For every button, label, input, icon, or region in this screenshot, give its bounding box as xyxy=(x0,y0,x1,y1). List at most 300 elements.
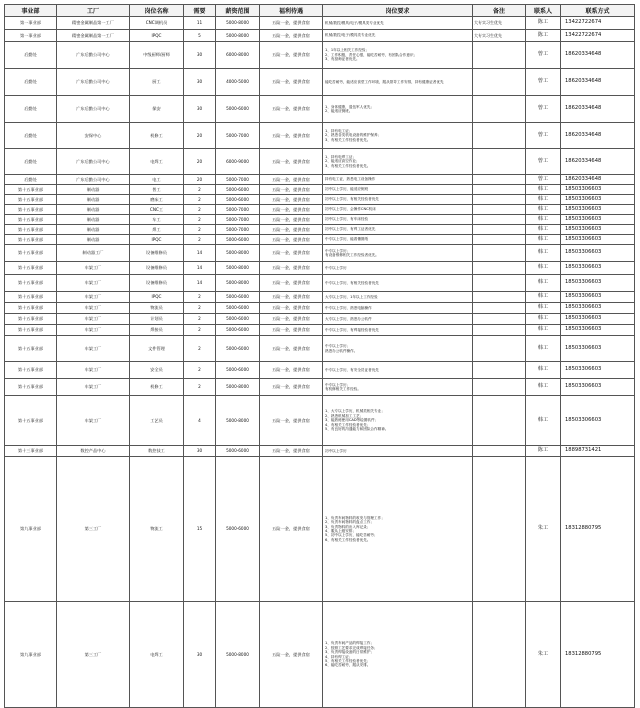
table-row xyxy=(5,42,635,69)
cell-contact: 韩工 xyxy=(526,215,561,225)
cell-contact: 韩工 xyxy=(526,245,561,262)
cell-req: 1、大专以上学历，机械类相关专业； 2、熟悉机械加工工艺； 3、能熟练使用CAD等绘图软件； 4、有相关工作经验者优先； 5、有良好的沟通能力和团队合作精神。 xyxy=(323,396,473,446)
table-row xyxy=(5,262,635,275)
cell-position: 电焊工 xyxy=(130,602,184,708)
cell-num: 15 xyxy=(184,457,216,602)
cell-benefits: 五险一金，提供食宿 xyxy=(260,362,323,379)
cell-benefits: 五险一金，提供食宿 xyxy=(260,602,323,708)
cell-factory: 车架工厂 xyxy=(57,325,130,336)
table-row xyxy=(5,205,635,215)
cell-salary: 5000-8000 xyxy=(216,396,260,446)
cell-factory: 广东后勤公司中心 xyxy=(57,149,130,175)
cell-salary: 5000-8000 xyxy=(216,30,260,42)
cell-note xyxy=(473,396,526,446)
cell-position: CNC工 xyxy=(130,205,184,215)
cell-contact: 韩工 xyxy=(526,195,561,205)
cell-position: 焊接员 xyxy=(130,325,184,336)
cell-salary: 5000-6000 xyxy=(216,235,260,245)
cell-benefits: 五险一金，提供食宿 xyxy=(260,205,323,215)
cell-factory: 车架工厂 xyxy=(57,275,130,292)
cell-factory: 制动器 xyxy=(57,205,130,215)
cell-req: 中专以上学历 xyxy=(323,262,473,275)
cell-phone: 18312880795 xyxy=(561,602,635,708)
cell-position: 物流工 xyxy=(130,457,184,602)
cell-phone: 18503306603 xyxy=(561,262,635,275)
cell-note xyxy=(473,446,526,457)
table-row xyxy=(5,185,635,195)
cell-req: 中专以上学历，有焊接经验者优先 xyxy=(323,325,473,336)
cell-phone: 18312880795 xyxy=(561,457,635,602)
cell-contact: 曾工 xyxy=(526,123,561,149)
cell-dept: 后勤处 xyxy=(5,175,57,185)
table-row xyxy=(5,275,635,292)
cell-note: 大专实习生优先 xyxy=(473,30,526,42)
cell-contact: 陈工 xyxy=(526,446,561,457)
cell-num: 30 xyxy=(184,602,216,708)
cell-benefits: 五险一金，提供食宿 xyxy=(260,292,323,303)
cell-benefits: 五险一金，提供食宿 xyxy=(260,379,323,396)
cell-num: 14 xyxy=(184,275,216,292)
cell-contact: 韩工 xyxy=(526,185,561,195)
cell-num: 2 xyxy=(184,225,216,235)
cell-salary: 5000-6000 xyxy=(216,185,260,195)
header-benefits: 福利待遇 xyxy=(260,5,323,17)
cell-dept: 第十三事业部 xyxy=(5,446,57,457)
cell-salary: 5000-8000 xyxy=(216,379,260,396)
cell-req: 初中以上学历，有车床经验 xyxy=(323,215,473,225)
cell-note xyxy=(473,275,526,292)
table-row xyxy=(5,602,635,708)
cell-dept: 后勤处 xyxy=(5,42,57,69)
cell-salary: 5000-8000 xyxy=(216,602,260,708)
cell-factory: 广东后勤公司中心 xyxy=(57,69,130,96)
cell-position: 电工 xyxy=(130,175,184,185)
cell-factory: 车架工厂 xyxy=(57,362,130,379)
cell-phone: 13422722674 xyxy=(561,17,635,30)
cell-phone: 18898731421 xyxy=(561,446,635,457)
cell-benefits: 五险一金，提供食宿 xyxy=(260,42,323,69)
cell-benefits: 五险一金，提供食宿 xyxy=(260,275,323,292)
cell-dept: 第一事业部 xyxy=(5,30,57,42)
cell-salary: 5000-6000 xyxy=(216,292,260,303)
table-row xyxy=(5,235,635,245)
cell-note xyxy=(473,69,526,96)
cell-benefits: 五险一金，提供食宿 xyxy=(260,396,323,446)
cell-salary: 5000-6000 xyxy=(216,446,260,457)
cell-position: IPQC xyxy=(130,235,184,245)
cell-phone: 18503306603 xyxy=(561,336,635,362)
cell-note xyxy=(473,123,526,149)
cell-phone: 18503306603 xyxy=(561,235,635,245)
cell-salary: 5000-7000 xyxy=(216,205,260,215)
cell-note xyxy=(473,149,526,175)
cell-phone: 18503306603 xyxy=(561,245,635,262)
cell-req: 能吃苦耐劳，能适应食堂工作环境，服从领导工作安排，持有健康证者优先 xyxy=(323,69,473,96)
cell-position: 数控技工 xyxy=(130,446,184,457)
cell-factory: 广东后勤公司中心 xyxy=(57,175,130,185)
cell-note xyxy=(473,195,526,205)
cell-phone: 18503306603 xyxy=(561,292,635,303)
cell-dept: 第一事业部 xyxy=(5,17,57,30)
cell-phone: 18503306603 xyxy=(561,303,635,314)
table-row xyxy=(5,30,635,42)
cell-req: 中专以上学历，熟悉电脑操作 xyxy=(323,303,473,314)
cell-phone: 18503306603 xyxy=(561,225,635,235)
cell-dept: 第十五事业部 xyxy=(5,362,57,379)
cell-note xyxy=(473,225,526,235)
cell-note xyxy=(473,235,526,245)
cell-position: IPQC xyxy=(130,292,184,303)
table-row xyxy=(5,446,635,457)
cell-num: 2 xyxy=(184,215,216,225)
cell-phone: 18503306603 xyxy=(561,325,635,336)
cell-phone: 18620334648 xyxy=(561,149,635,175)
cell-salary: 5000-7000 xyxy=(216,123,260,149)
cell-contact: 韩工 xyxy=(526,235,561,245)
cell-position: 电焊工 xyxy=(130,149,184,175)
cell-salary: 5000-6000 xyxy=(216,325,260,336)
cell-req: 初中以上学历，能适应倒班 xyxy=(323,185,473,195)
table-row xyxy=(5,96,635,123)
header-dept: 事业部 xyxy=(5,5,57,17)
cell-dept: 第十五事业部 xyxy=(5,235,57,245)
cell-contact: 曾工 xyxy=(526,42,561,69)
cell-factory: 广东后勤公司中心 xyxy=(57,42,130,69)
cell-contact: 韩工 xyxy=(526,303,561,314)
cell-dept: 第十五事业部 xyxy=(5,215,57,225)
cell-benefits: 五险一金，提供食宿 xyxy=(260,325,323,336)
cell-note xyxy=(473,457,526,602)
cell-dept: 第十五事业部 xyxy=(5,262,57,275)
cell-position: 车工 xyxy=(130,215,184,225)
cell-note xyxy=(473,336,526,362)
cell-contact: 韩工 xyxy=(526,362,561,379)
cell-num: 2 xyxy=(184,235,216,245)
cell-factory: 制动器 xyxy=(57,235,130,245)
cell-factory: 制动器 xyxy=(57,195,130,205)
cell-phone: 18503306603 xyxy=(561,314,635,325)
cell-req: 大专以上学历，1年以上工作经验 xyxy=(323,292,473,303)
cell-salary: 5000-7000 xyxy=(216,175,260,185)
cell-position: 焊工 xyxy=(130,225,184,235)
cell-contact: 韩工 xyxy=(526,314,561,325)
cell-salary: 5000-6000 xyxy=(216,303,260,314)
cell-dept: 第九事业部 xyxy=(5,457,57,602)
cell-dept: 第十五事业部 xyxy=(5,314,57,325)
cell-phone: 18503306603 xyxy=(561,362,635,379)
cell-phone: 18620334648 xyxy=(561,175,635,185)
cell-note xyxy=(473,314,526,325)
cell-num: 2 xyxy=(184,325,216,336)
cell-benefits: 五险一金，提供食宿 xyxy=(260,149,323,175)
cell-req: 中专以上学历，有相关经验者优先 xyxy=(323,275,473,292)
cell-dept: 后勤处 xyxy=(5,123,57,149)
cell-note xyxy=(473,602,526,708)
cell-dept: 第十五事业部 xyxy=(5,303,57,314)
cell-salary: 6000-8000 xyxy=(216,42,260,69)
cell-factory: 车架工厂 xyxy=(57,379,130,396)
cell-contact: 韩工 xyxy=(526,275,561,292)
cell-contact: 韩工 xyxy=(526,396,561,446)
cell-req: 中专以上学历； 熟悉办公软件操作。 xyxy=(323,336,473,362)
cell-salary: 5000-6000 xyxy=(216,195,260,205)
table-row xyxy=(5,303,635,314)
cell-position: 磨床工 xyxy=(130,195,184,205)
cell-salary: 6000-9000 xyxy=(216,149,260,175)
cell-req: 机械/数控/模具/电子/模具类专业优先 xyxy=(323,17,473,30)
cell-factory: 广东后勤公司中心 xyxy=(57,96,130,123)
cell-benefits: 五险一金，提供食宿 xyxy=(260,96,323,123)
cell-benefits: 五险一金，提供食宿 xyxy=(260,446,323,457)
cell-dept: 第十五事业部 xyxy=(5,205,57,215)
cell-num: 20 xyxy=(184,123,216,149)
table-row xyxy=(5,69,635,96)
cell-position: 机修工 xyxy=(130,379,184,396)
cell-factory: 车架工厂 xyxy=(57,292,130,303)
header-factory: 工厂 xyxy=(57,5,130,17)
cell-position: 物流员 xyxy=(130,303,184,314)
cell-contact: 曾工 xyxy=(526,96,561,123)
cell-phone: 18503306603 xyxy=(561,275,635,292)
cell-factory: 车架工厂 xyxy=(57,262,130,275)
cell-benefits: 五险一金，提供食宿 xyxy=(260,17,323,30)
table-row xyxy=(5,362,635,379)
cell-note: 大专实习生优先 xyxy=(473,17,526,30)
cell-note xyxy=(473,325,526,336)
cell-note xyxy=(473,185,526,195)
cell-phone: 18620334648 xyxy=(561,42,635,69)
table-row xyxy=(5,195,635,205)
table-row xyxy=(5,336,635,362)
cell-req: 1、身体健康，退伍军人优先； 2、能适应倒班。 xyxy=(323,96,473,123)
cell-phone: 18620334648 xyxy=(561,69,635,96)
cell-position: IPQC xyxy=(130,30,184,42)
table-row xyxy=(5,314,635,325)
table-row xyxy=(5,175,635,185)
cell-req: 1、持有电工证； 2、熟悉各类机电设备的维护保养； 3、有相关工作经验者优先。 xyxy=(323,123,473,149)
header-note: 备注 xyxy=(473,5,526,17)
cell-dept: 第十五事业部 xyxy=(5,292,57,303)
cell-req: 中专以上学历； 有机修相关工作经验。 xyxy=(323,379,473,396)
cell-contact: 朱工 xyxy=(526,457,561,602)
cell-factory: 第三工厂 xyxy=(57,602,130,708)
cell-req: 中专以上学历，有安全员证者优先 xyxy=(323,362,473,379)
cell-benefits: 五险一金，提供食宿 xyxy=(260,457,323,602)
cell-num: 2 xyxy=(184,336,216,362)
cell-note xyxy=(473,379,526,396)
table-row xyxy=(5,17,635,30)
cell-note xyxy=(473,303,526,314)
header-contact: 联系人 xyxy=(526,5,561,17)
cell-phone: 18503306603 xyxy=(561,195,635,205)
cell-req: 初中以上学历，会操作CNC机床 xyxy=(323,205,473,215)
cell-position: 厨工 xyxy=(130,69,184,96)
cell-phone: 18503306603 xyxy=(561,205,635,215)
cell-salary: 5000-8000 xyxy=(216,262,260,275)
cell-dept: 第十五事业部 xyxy=(5,195,57,205)
cell-benefits: 五险一金，提供食宿 xyxy=(260,123,323,149)
cell-factory: 制动器 xyxy=(57,225,130,235)
cell-dept: 第十五事业部 xyxy=(5,336,57,362)
cell-contact: 朱工 xyxy=(526,602,561,708)
cell-contact: 韩工 xyxy=(526,379,561,396)
cell-num: 14 xyxy=(184,262,216,275)
cell-benefits: 五险一金，提供食宿 xyxy=(260,336,323,362)
cell-salary: 4000-5000 xyxy=(216,69,260,96)
cell-phone: 13422722674 xyxy=(561,30,635,42)
cell-num: 2 xyxy=(184,292,216,303)
cell-contact: 曾工 xyxy=(526,175,561,185)
cell-num: 30 xyxy=(184,96,216,123)
cell-req: 1、负责车间物料的收发与管理工作； 2、负责车间物料的盘点工作； 3、负责物料的出入库记录； 4、服从上级安排； 5、初中以上学历，能吃苦耐劳； 6、有相关工作经验者优先。 xyxy=(323,457,473,602)
table-row xyxy=(5,149,635,175)
cell-contact: 韩工 xyxy=(526,336,561,362)
cell-position: 工艺员 xyxy=(130,396,184,446)
cell-factory: 精密金属制品第一工厂 xyxy=(57,17,130,30)
cell-benefits: 五险一金，提供食宿 xyxy=(260,215,323,225)
cell-req: 初中以上学历 xyxy=(323,446,473,457)
cell-num: 5 xyxy=(184,30,216,42)
cell-benefits: 五险一金，提供食宿 xyxy=(260,245,323,262)
cell-salary: 5000-7000 xyxy=(216,225,260,235)
cell-position: 设备维修员 xyxy=(130,245,184,262)
cell-num: 2 xyxy=(184,362,216,379)
cell-benefits: 五险一金，提供食宿 xyxy=(260,185,323,195)
table-row xyxy=(5,245,635,262)
cell-position: CNC调机员 xyxy=(130,17,184,30)
cell-req: 持有电工证，熟悉电工设备操作 xyxy=(323,175,473,185)
cell-dept: 第十五事业部 xyxy=(5,275,57,292)
cell-note xyxy=(473,42,526,69)
cell-num: 11 xyxy=(184,17,216,30)
cell-num: 2 xyxy=(184,314,216,325)
cell-phone: 18620334648 xyxy=(561,123,635,149)
cell-factory: 制动器工厂 xyxy=(57,245,130,262)
table-row xyxy=(5,292,635,303)
cell-note xyxy=(473,205,526,215)
cell-req: 初中以上学历，有焊工证者优先 xyxy=(323,225,473,235)
cell-phone: 18503306603 xyxy=(561,379,635,396)
cell-salary: 5000-6000 xyxy=(216,96,260,123)
cell-position: 设备维修员 xyxy=(130,275,184,292)
header-phone: 联系方式 xyxy=(561,5,635,17)
cell-dept: 第十五事业部 xyxy=(5,325,57,336)
cell-note xyxy=(473,262,526,275)
cell-benefits: 五险一金，提供食宿 xyxy=(260,69,323,96)
cell-dept: 后勤处 xyxy=(5,69,57,96)
cell-num: 2 xyxy=(184,303,216,314)
cell-position: 文件管理 xyxy=(130,336,184,362)
cell-benefits: 五险一金，提供食宿 xyxy=(260,303,323,314)
cell-dept: 后勤处 xyxy=(5,96,57,123)
cell-factory: 精密金属制品第一工厂 xyxy=(57,30,130,42)
cell-note xyxy=(473,215,526,225)
cell-contact: 曾工 xyxy=(526,149,561,175)
cell-num: 2 xyxy=(184,379,216,396)
cell-salary: 5000-6000 xyxy=(216,336,260,362)
cell-num: 14 xyxy=(184,245,216,262)
cell-salary: 5000-6000 xyxy=(216,362,260,379)
cell-num: 20 xyxy=(184,175,216,185)
cell-position: 机修工 xyxy=(130,123,184,149)
cell-num: 2 xyxy=(184,195,216,205)
cell-dept: 第十五事业部 xyxy=(5,225,57,235)
cell-factory: 车架工厂 xyxy=(57,396,130,446)
cell-dept: 第九事业部 xyxy=(5,602,57,708)
cell-req: 初中以上学历，有相关经验者优先 xyxy=(323,195,473,205)
cell-position: 计划员 xyxy=(130,314,184,325)
header-num: 需要 xyxy=(184,5,216,17)
header-position: 岗位名称 xyxy=(130,5,184,17)
cell-phone: 18503306603 xyxy=(561,185,635,195)
cell-num: 20 xyxy=(184,149,216,175)
cell-position: 安全员 xyxy=(130,362,184,379)
cell-contact: 韩工 xyxy=(526,225,561,235)
cell-salary: 5000-8000 xyxy=(216,17,260,30)
table-row xyxy=(5,325,635,336)
job-table xyxy=(4,4,635,708)
table-row xyxy=(5,215,635,225)
table-row xyxy=(5,457,635,602)
cell-phone: 18503306603 xyxy=(561,396,635,446)
cell-benefits: 五险一金，提供食宿 xyxy=(260,314,323,325)
cell-benefits: 五险一金，提供食宿 xyxy=(260,195,323,205)
cell-dept: 第十五事业部 xyxy=(5,185,57,195)
cell-req: 中专以上学历，能看懂图纸 xyxy=(323,235,473,245)
cell-req: 机械/数控/电子/模具类专业优先 xyxy=(323,30,473,42)
cell-factory: 第三工厂 xyxy=(57,457,130,602)
cell-phone: 18503306603 xyxy=(561,215,635,225)
header-req: 岗位要求 xyxy=(323,5,473,17)
recruitment-sheet xyxy=(4,4,634,708)
cell-num: 30 xyxy=(184,446,216,457)
cell-dept: 第十五事业部 xyxy=(5,245,57,262)
cell-contact: 韩工 xyxy=(526,292,561,303)
cell-dept: 后勤处 xyxy=(5,149,57,175)
cell-position: 普工 xyxy=(130,185,184,195)
cell-position: 设备维修员 xyxy=(130,262,184,275)
cell-factory: 数控产品中心 xyxy=(57,446,130,457)
cell-note xyxy=(473,292,526,303)
cell-factory: 车架工厂 xyxy=(57,314,130,325)
cell-factory: 车架工厂 xyxy=(57,336,130,362)
cell-salary: 5000-7000 xyxy=(216,215,260,225)
header-row xyxy=(5,5,635,17)
cell-factory: 安保中心 xyxy=(57,123,130,149)
cell-salary: 5000-8000 xyxy=(216,275,260,292)
header-salary: 薪资范围 xyxy=(216,5,260,17)
cell-position: 中级厨师/厨师 xyxy=(130,42,184,69)
cell-factory: 制动器 xyxy=(57,215,130,225)
cell-contact: 曾工 xyxy=(526,69,561,96)
cell-benefits: 五险一金，提供食宿 xyxy=(260,225,323,235)
cell-num: 2 xyxy=(184,205,216,215)
cell-req: 1、1年以上相关工作经验； 2、工作积极，责任心强，能吃苦耐劳，有团队合作意识； 3、有厨师证者优先。 xyxy=(323,42,473,69)
cell-phone: 18620334648 xyxy=(561,96,635,123)
cell-req: 中专以上学历； 有设备维修相关工作经验者优先。 xyxy=(323,245,473,262)
job-rows xyxy=(5,17,635,708)
cell-position: 保安 xyxy=(130,96,184,123)
cell-note xyxy=(473,245,526,262)
cell-contact: 陈工 xyxy=(526,17,561,30)
cell-num: 2 xyxy=(184,185,216,195)
cell-factory: 制动器 xyxy=(57,185,130,195)
cell-note xyxy=(473,96,526,123)
cell-num: 30 xyxy=(184,42,216,69)
cell-req: 1、持有电焊工证； 2、能适应高空作业； 3、有相关工作经验者优先。 xyxy=(323,149,473,175)
cell-contact: 陈工 xyxy=(526,30,561,42)
cell-num: 30 xyxy=(184,69,216,96)
